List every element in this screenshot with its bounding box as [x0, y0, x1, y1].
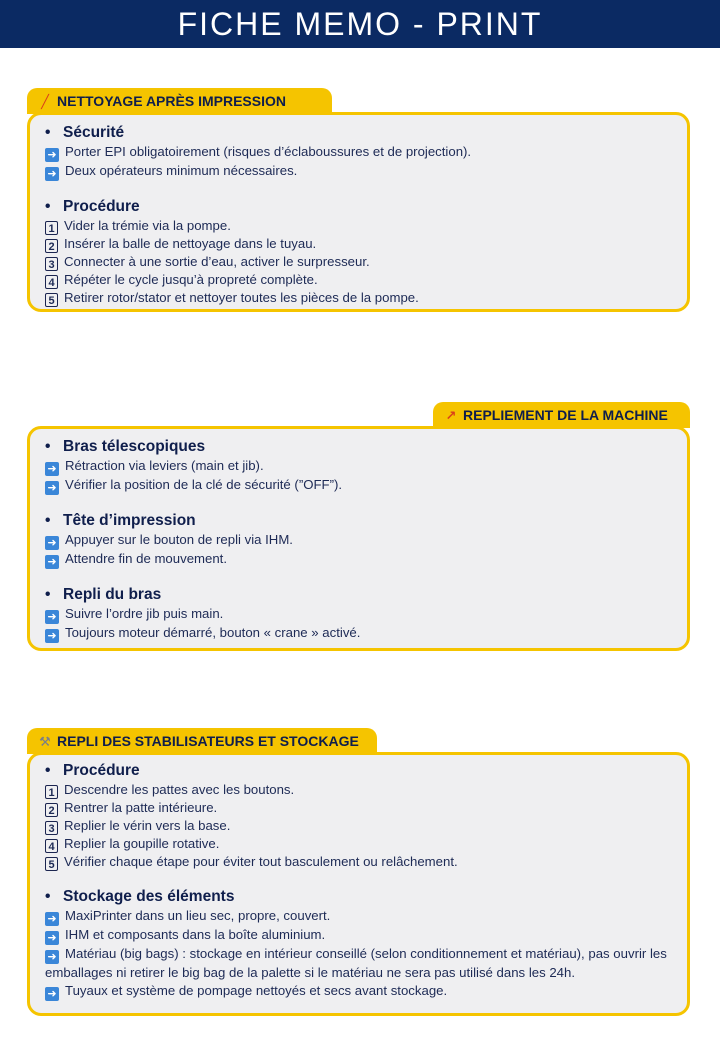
section-heading: • Procédure — [45, 198, 140, 215]
list-item: ➜ Attendre fin de mouvement. — [45, 550, 673, 569]
list-item: 5 Retirer rotor/stator et nettoyer toutes les pièces de la pompe. — [45, 289, 673, 307]
number-5-icon: 5 — [45, 857, 58, 871]
section-tab-repliement — [433, 402, 690, 428]
list-item: 2 Insérer la balle de nettoyage dans le tuyau. — [45, 235, 673, 253]
arrow-right-icon: ➜ — [45, 148, 59, 162]
list-item: ➜ Porter EPI obligatoirement (risques d’éclaboussures et de projection). — [45, 143, 673, 162]
tab-title: NETTOYAGE APRÈS IMPRESSION — [57, 93, 286, 109]
list-item: 4 Répéter le cycle jusqu’à propreté complète. — [45, 271, 673, 289]
list-item: ➜ MaxiPrinter dans un lieu sec, propre, couvert. — [45, 907, 673, 926]
section-heading: • Bras télescopiques — [45, 438, 206, 455]
list-item: 1 Descendre les pattes avec les boutons. — [45, 781, 673, 799]
list-item: 5 Vérifier chaque étape pour éviter tout basculement ou relâchement. — [45, 853, 673, 871]
fold-icon: ↗ — [445, 408, 457, 423]
list-item: ➜ Suivre l’ordre jib puis main. — [45, 605, 673, 624]
number-3-icon: 3 — [45, 821, 58, 835]
number-1-icon: 1 — [45, 221, 58, 235]
tab-title: REPLIEMENT DE LA MACHINE — [463, 407, 668, 423]
arrow-right-icon: ➜ — [45, 462, 59, 476]
list-item: ➜ Matériau (big bags) : stockage en intérieur conseillé (selon conditionnement et matériau), pas ouvrir les emballages ni retirer le big bag de la palette si le matériau ne sera pas utilisé dans les 24h. — [45, 946, 667, 980]
number-3-icon: 3 — [45, 257, 58, 271]
list-item: ➜ Appuyer sur le bouton de repli via IHM. — [45, 531, 673, 550]
number-4-icon: 4 — [45, 275, 58, 289]
list-item: ➜ Deux opérateurs minimum nécessaires. — [45, 162, 673, 181]
list-item: ➜ Toujours moteur démarré, bouton « crane » activé. — [45, 624, 673, 643]
list-item: ➜ Vérifier la position de la clé de sécurité (”OFF”). — [45, 476, 673, 495]
section-tab-stabilisateurs — [27, 728, 377, 754]
number-5-icon: 5 — [45, 293, 58, 307]
list-item: ➜ Rétraction via leviers (main et jib). — [45, 457, 673, 476]
arrow-right-icon: ➜ — [45, 610, 59, 624]
list-item: ➜ IHM et composants dans la boîte aluminium. — [45, 926, 673, 945]
section-heading: • Procédure — [45, 762, 140, 779]
number-2-icon: 2 — [45, 803, 58, 817]
list-item: 2 Rentrer la patte intérieure. — [45, 799, 673, 817]
list-item: ➜ Tuyaux et système de pompage nettoyés et secs avant stockage. — [45, 982, 673, 1001]
section-heading: • Tête d’impression — [45, 512, 196, 529]
section-box-repliement — [27, 426, 690, 651]
arrow-right-icon: ➜ — [45, 912, 59, 926]
arrow-right-icon: ➜ — [45, 931, 59, 945]
number-1-icon: 1 — [45, 785, 58, 799]
number-4-icon: 4 — [45, 839, 58, 853]
tab-title: REPLI DES STABILISATEURS ET STOCKAGE — [57, 733, 359, 749]
section-heading: • Repli du bras — [45, 586, 162, 603]
section-box-stabilisateurs — [27, 752, 690, 1016]
arrow-right-icon: ➜ — [45, 555, 59, 569]
section-box-nettoyage — [27, 112, 690, 312]
list-item: 1 Vider la trémie via la pompe. — [45, 217, 673, 235]
arrow-right-icon: ➜ — [45, 987, 59, 1001]
arrow-right-icon: ➜ — [45, 950, 59, 964]
list-item: 3 Connecter à une sortie d’eau, activer le surpresseur. — [45, 253, 673, 271]
section-tab-nettoyage — [27, 88, 332, 114]
number-2-icon: 2 — [45, 239, 58, 253]
page-title: FICHE MEMO - PRINT — [0, 0, 720, 48]
section-heading: • Sécurité — [45, 124, 125, 141]
arrow-right-icon: ➜ — [45, 629, 59, 643]
list-item: 4 Replier la goupille rotative. — [45, 835, 673, 853]
brush-icon: ╱ — [41, 94, 49, 109]
section-heading: • Stockage des éléments — [45, 888, 235, 905]
tools-icon: ⚒ — [39, 734, 51, 749]
arrow-right-icon: ➜ — [45, 481, 59, 495]
arrow-right-icon: ➜ — [45, 536, 59, 550]
list-item: 3 Replier le vérin vers la base. — [45, 817, 673, 835]
arrow-right-icon: ➜ — [45, 167, 59, 181]
